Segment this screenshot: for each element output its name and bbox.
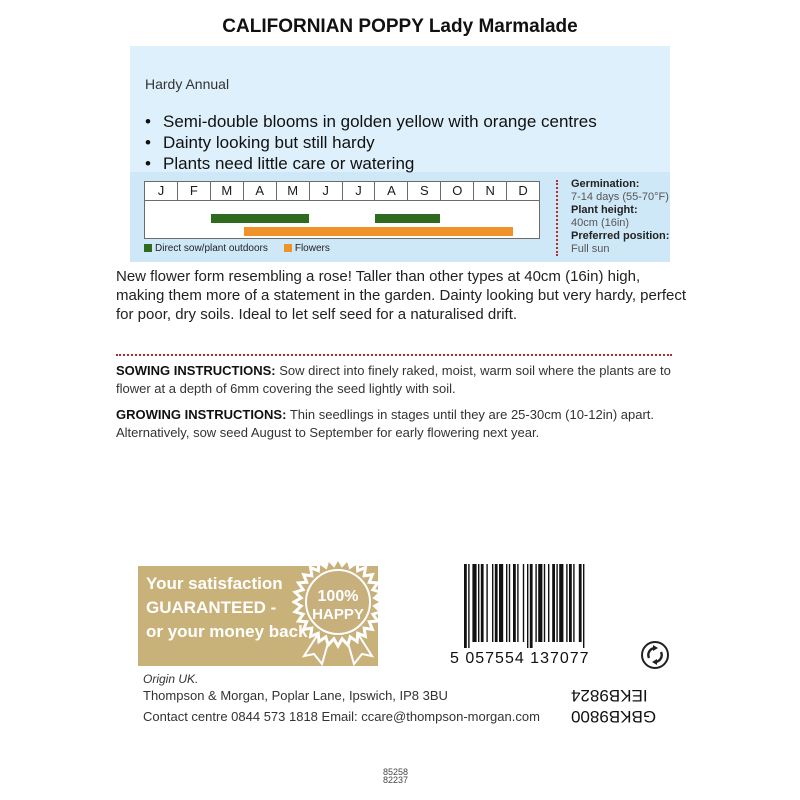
barcode-bar xyxy=(538,564,542,642)
month-row xyxy=(145,182,539,201)
feature-list xyxy=(145,111,597,174)
product-code: IEKB9824 xyxy=(571,686,648,705)
origin-text: Origin UK. xyxy=(143,672,199,686)
barcode-bar xyxy=(481,564,484,642)
description: New flower form resembling a rose! Taller than other types at 40cm (16in) high, making them more of a statement in the garden. Dainty looking but very hardy, perfect for poor, dry soils. Ideal to let self seed for a naturalised drift. xyxy=(116,268,687,323)
instruction-text: Thin seedlings in stages until they are 25-30cm (10-12in) apart. Alternatively, sow seed August to September for early flowering next year. xyxy=(116,407,655,440)
feature-item: • Dainty looking but still hardy xyxy=(145,132,597,153)
feature-item: • Plants need little care or watering xyxy=(145,153,597,174)
legend-item-flowers xyxy=(284,243,330,254)
barcode-bar xyxy=(559,564,563,642)
month-label: D xyxy=(518,183,528,198)
legend-item-sow xyxy=(144,243,268,254)
barcode-bar xyxy=(527,564,528,648)
dotted-divider xyxy=(116,354,672,356)
barcode-bar xyxy=(513,564,516,642)
barcode-bar xyxy=(509,564,510,642)
barcode-bar xyxy=(569,564,572,642)
plant-type: Hardy Annual xyxy=(145,76,230,92)
rosette-seal-icon xyxy=(292,556,384,668)
contact-details: Contact centre 0844 573 1818 Email: ccare@thompson-morgan.com xyxy=(143,709,540,724)
month-label: F xyxy=(178,182,211,200)
barcode-bar xyxy=(506,564,507,642)
seal-top-text: 100% xyxy=(317,588,359,605)
sow-bar xyxy=(375,214,441,223)
month-label: A xyxy=(244,182,277,200)
barcode-bar xyxy=(464,564,467,648)
barcode-number: 5 057554 137077 xyxy=(450,650,590,667)
barcode-bar xyxy=(566,564,567,642)
batch-number: 82237 xyxy=(383,775,409,785)
legend-label: Flowers xyxy=(294,243,330,254)
month-label: A xyxy=(375,182,408,200)
barcode-bar xyxy=(468,564,469,648)
barcode-bar xyxy=(535,564,536,642)
instruction-heading: GROWING INSTRUCTIONS: xyxy=(116,407,287,422)
fact-label: Germination: xyxy=(571,178,640,190)
guarantee-line: Your satisfaction xyxy=(146,574,283,593)
barcode-bar xyxy=(478,564,479,642)
instruction-heading: SOWING INSTRUCTIONS: xyxy=(116,363,276,378)
flower-swatch-icon xyxy=(284,244,292,252)
calendar-legend xyxy=(144,243,330,254)
barcode-bar xyxy=(486,564,487,642)
barcode-bar xyxy=(492,564,493,642)
month-label: N xyxy=(474,182,507,200)
plant-facts xyxy=(571,178,669,256)
fact-value: 7-14 days (55-70°F) xyxy=(571,191,669,203)
fact-value: 40cm (16in) xyxy=(571,217,630,229)
month-label: O xyxy=(441,182,474,200)
month-label: S xyxy=(408,182,441,200)
barcode-bar xyxy=(573,564,574,642)
fact-value: Full sun xyxy=(571,243,610,255)
barcode-bar xyxy=(523,564,524,642)
sow-swatch-icon xyxy=(144,244,152,252)
instruction-text: Sow direct into finely raked, moist, warm soil where the plants are to flower at a depth of 6mm covering the seed lightly with soil. xyxy=(116,363,671,396)
legend-label: Direct sow/plant outdoors xyxy=(155,243,268,254)
guarantee-line: or your money back xyxy=(146,622,308,641)
barcode-bar xyxy=(556,564,557,642)
sow-bar xyxy=(211,214,310,223)
guarantee-line: GUARANTEED - xyxy=(146,598,277,617)
growing-instructions xyxy=(116,406,686,442)
month-label: M xyxy=(211,182,244,200)
seal-bottom-text: HAPPY xyxy=(312,606,364,623)
barcode-bar xyxy=(548,564,549,642)
month-label: J xyxy=(343,182,376,200)
page-title: CALIFORNIAN POPPY Lady Marmalade xyxy=(222,16,578,37)
guarantee-text xyxy=(146,572,308,644)
month-label: M xyxy=(277,182,310,200)
sowing-instructions xyxy=(116,362,686,398)
barcode-bar xyxy=(517,564,518,642)
barcode-bar xyxy=(530,564,533,648)
barcode-bar xyxy=(495,564,498,642)
barcode-bar xyxy=(544,564,545,642)
flower-bar xyxy=(244,227,513,236)
barcode-bar xyxy=(552,564,555,642)
barcode-bar xyxy=(499,564,503,642)
fact-label: Plant height: xyxy=(571,204,638,216)
sowing-calendar xyxy=(144,181,540,239)
fact-label: Preferred position: xyxy=(571,230,670,242)
company-address: Thompson & Morgan, Poplar Lane, Ipswich, IP8 3BU xyxy=(143,688,448,703)
recycle-icon xyxy=(640,640,670,670)
month-label: J xyxy=(145,182,178,200)
product-code: GBKB9800 xyxy=(571,707,657,726)
barcode-bar xyxy=(579,564,582,642)
barcode-bar xyxy=(472,564,476,642)
dotted-divider xyxy=(556,180,558,256)
batch-number: 85258 xyxy=(383,767,409,777)
feature-item: • Semi-double blooms in golden yellow with orange centres xyxy=(145,111,597,132)
month-label: J xyxy=(310,182,343,200)
barcode xyxy=(450,564,630,648)
barcode-bar xyxy=(583,564,584,648)
